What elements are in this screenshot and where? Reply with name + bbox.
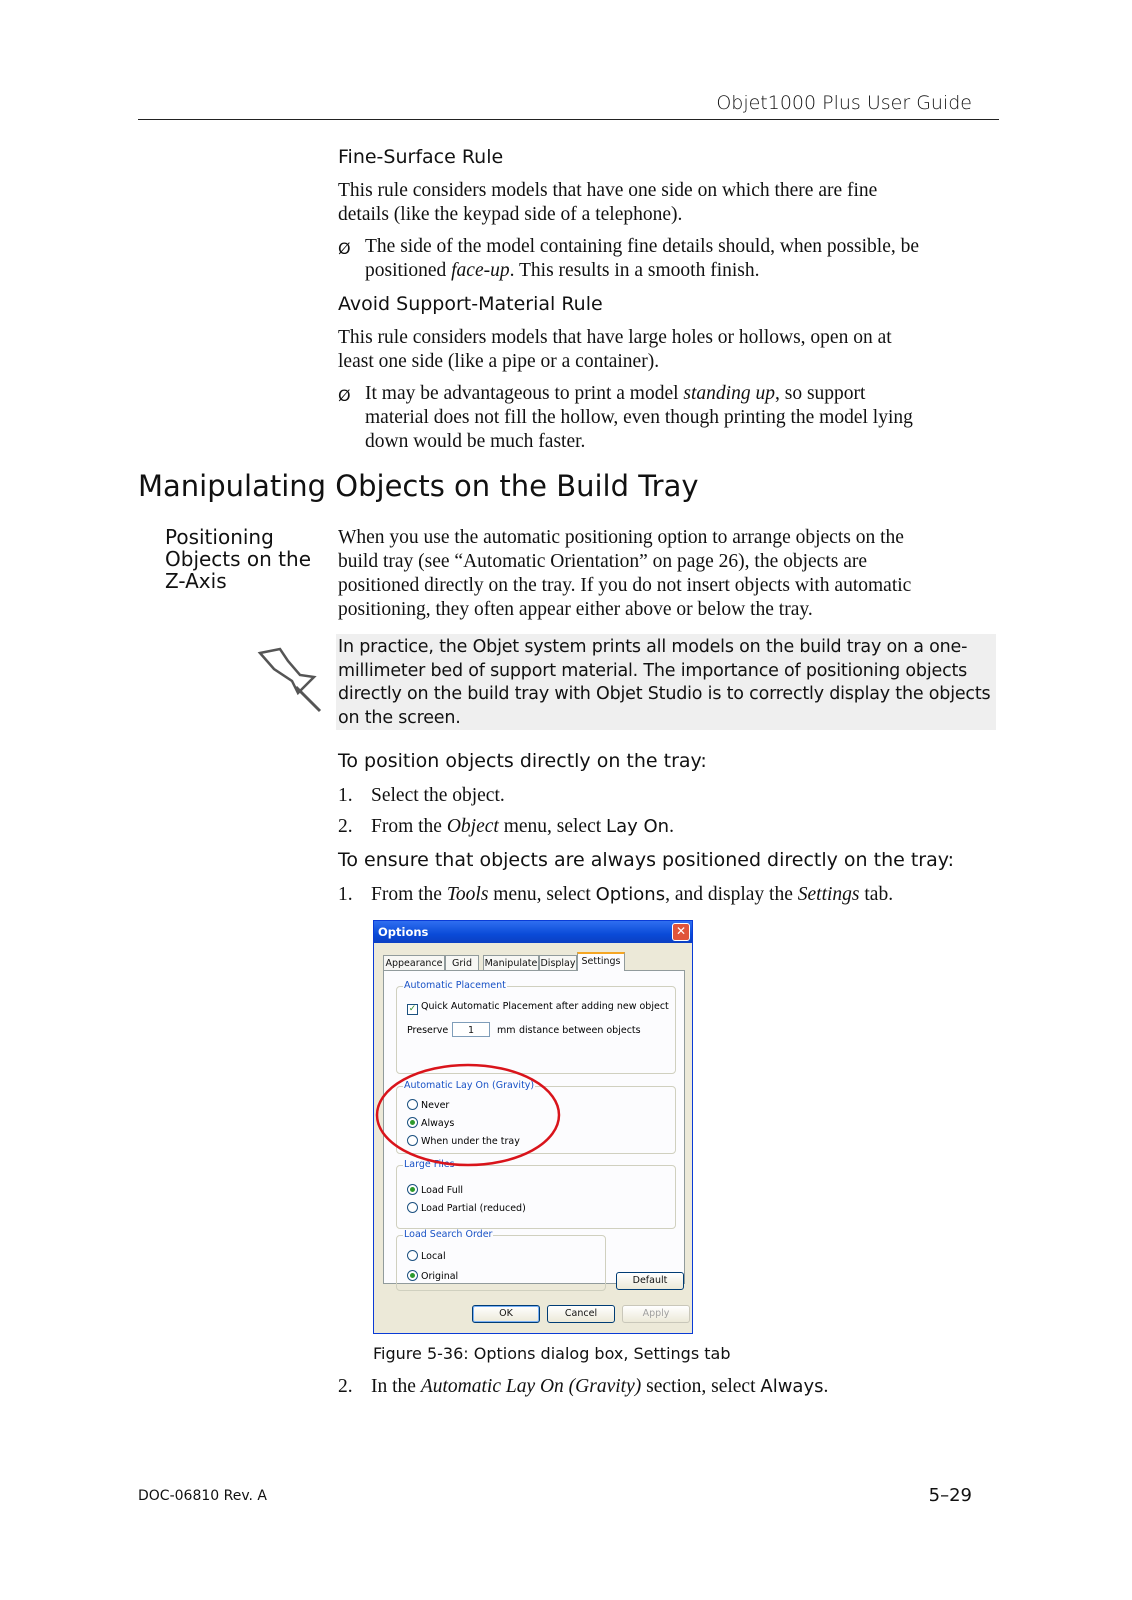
load-full-radio[interactable] xyxy=(407,1184,463,1196)
bullet-line: positioned face-up. This results in a smooth finish. xyxy=(365,260,760,281)
default-button[interactable]: Default xyxy=(616,1272,684,1290)
distance-label: distance between objects xyxy=(519,1025,641,1036)
avoid-support-heading: Avoid Support-Material Rule xyxy=(338,293,603,315)
procedure2-step1-num: 1. xyxy=(338,884,353,905)
radio-label: Always xyxy=(421,1118,455,1129)
page-number: 5–29 xyxy=(928,1485,972,1506)
paragraph-line: positioning, they often appear either above or below the tray. xyxy=(338,599,813,620)
highlight-ellipse-shape xyxy=(377,1065,559,1165)
load-search-order-group xyxy=(396,1229,606,1291)
positioning-paragraph xyxy=(338,526,911,622)
cancel-button[interactable]: Cancel xyxy=(547,1305,615,1323)
note-line: millimeter bed of support material. The importance of positioning objects xyxy=(338,660,968,681)
procedure2-step1: From the Tools menu, select Options, and display the Settings tab. xyxy=(371,884,894,905)
close-icon[interactable]: ✕ xyxy=(672,923,690,941)
radio-label: Local xyxy=(421,1251,446,1262)
note-line: In practice, the Objet system prints all models on the build tray on a one- xyxy=(338,637,968,657)
tab-grid[interactable]: Grid xyxy=(445,955,479,970)
ok-button[interactable]: OK xyxy=(472,1305,540,1323)
note-line: directly on the build tray with Objet Studio is to correctly display the objects xyxy=(338,684,991,704)
load-partial-radio[interactable] xyxy=(407,1202,526,1214)
procedure1-step2-num: 2. xyxy=(338,816,353,837)
side-heading-line: Z-Axis xyxy=(165,569,227,593)
section-title: Manipulating Objects on the Build Tray xyxy=(138,469,699,503)
footer-doc-id: DOC-06810 Rev. A xyxy=(138,1488,268,1504)
bullet-line: material does not fill the hollow, even though printing the model lying xyxy=(365,407,913,428)
bullet-arrow-icon: Ø xyxy=(338,386,351,405)
radio-label: When under the tray xyxy=(421,1136,520,1147)
radio-label: Load Full xyxy=(421,1185,464,1196)
procedure1-step2: From the Object menu, select Lay On. xyxy=(371,816,674,837)
bullet-arrow-icon: Ø xyxy=(338,239,351,258)
highlight-ellipse xyxy=(373,1060,563,1170)
search-local-radio[interactable] xyxy=(407,1250,446,1262)
checkbox-label: Quick Automatic Placement after adding new object xyxy=(421,1001,669,1012)
group-label: Load Search Order xyxy=(404,1229,493,1240)
large-files-group xyxy=(396,1159,676,1229)
dialog-title: Options xyxy=(378,925,429,939)
bullet-line: down would be much faster. xyxy=(365,431,586,452)
procedure2-step2: In the Automatic Lay On (Gravity) section, select Always. xyxy=(371,1376,829,1397)
radio-label: Load Partial (reduced) xyxy=(421,1203,526,1214)
tab-settings[interactable]: Settings xyxy=(577,952,625,971)
side-heading-line: Positioning xyxy=(165,525,274,549)
group-label: Automatic Placement xyxy=(404,980,506,991)
bullet-line: It may be advantageous to print a model standing up, so support xyxy=(365,383,866,404)
figure-caption: Figure 5-36: Options dialog box, Settings tab xyxy=(373,1344,731,1363)
note-box xyxy=(336,634,996,730)
paragraph-line: When you use the automatic positioning option to arrange objects on the xyxy=(338,527,904,548)
procedure2-heading: To ensure that objects are always positioned directly on the tray: xyxy=(338,849,955,871)
search-original-radio[interactable] xyxy=(407,1270,458,1282)
fine-surface-paragraph xyxy=(338,179,877,227)
tab-appearance[interactable]: Appearance xyxy=(383,955,445,970)
paragraph-line: details (like the keypad side of a telephone). xyxy=(338,204,683,225)
paragraph-line: positioned directly on the tray. If you do not insert objects with automatic xyxy=(338,575,912,596)
tab-display[interactable]: Display xyxy=(539,955,577,970)
procedure1-step1-num: 1. xyxy=(338,785,353,806)
radio-selected-icon xyxy=(407,1184,418,1195)
note-line: on the screen. xyxy=(338,707,461,728)
apply-button[interactable]: Apply xyxy=(622,1305,690,1323)
paragraph-line: build tray (see “Automatic Orientation” on page 26), the objects are xyxy=(338,551,868,572)
procedure1-heading: To position objects directly on the tray: xyxy=(338,750,707,772)
header-rule xyxy=(138,119,999,120)
tab-manipulate[interactable]: Manipulate xyxy=(483,955,539,970)
procedure1-step1: Select the object. xyxy=(371,785,505,806)
fine-surface-bullet xyxy=(365,235,919,283)
radio-icon xyxy=(407,1250,418,1261)
side-heading xyxy=(165,526,311,592)
radio-selected-icon xyxy=(407,1270,418,1281)
dialog-title-bar xyxy=(374,921,692,943)
avoid-support-paragraph xyxy=(338,326,892,374)
pushpin-note-icon xyxy=(256,645,326,715)
radio-label: Never xyxy=(421,1100,450,1111)
bullet-line: The side of the model containing fine details should, when possible, be xyxy=(365,236,920,257)
paragraph-line: This rule considers models that have large holes or hollows, open on at xyxy=(338,327,892,348)
checkbox-checked-icon: ✓ xyxy=(408,1004,417,1014)
fine-surface-heading: Fine-Surface Rule xyxy=(338,146,504,168)
preserve-label: Preserve xyxy=(407,1025,449,1036)
side-heading-line: Objects on the xyxy=(165,547,312,571)
radio-icon xyxy=(407,1202,418,1213)
group-label: Large Files xyxy=(404,1159,455,1170)
group-label: Automatic Lay On (Gravity) xyxy=(404,1080,535,1091)
radio-label: Original xyxy=(421,1271,459,1282)
preserve-distance-input[interactable]: 1 xyxy=(452,1022,490,1037)
running-header: Objet1000 Plus User Guide xyxy=(716,92,972,114)
paragraph-line: least one side (like a pipe or a container). xyxy=(338,351,660,372)
note-text xyxy=(336,634,996,732)
paragraph-line: This rule considers models that have one side on which there are fine xyxy=(338,180,878,201)
avoid-support-bullet xyxy=(365,382,913,454)
procedure2-step2-num: 2. xyxy=(338,1376,353,1397)
quick-placement-checkbox[interactable] xyxy=(407,1001,669,1015)
units-label: mm xyxy=(497,1025,516,1036)
